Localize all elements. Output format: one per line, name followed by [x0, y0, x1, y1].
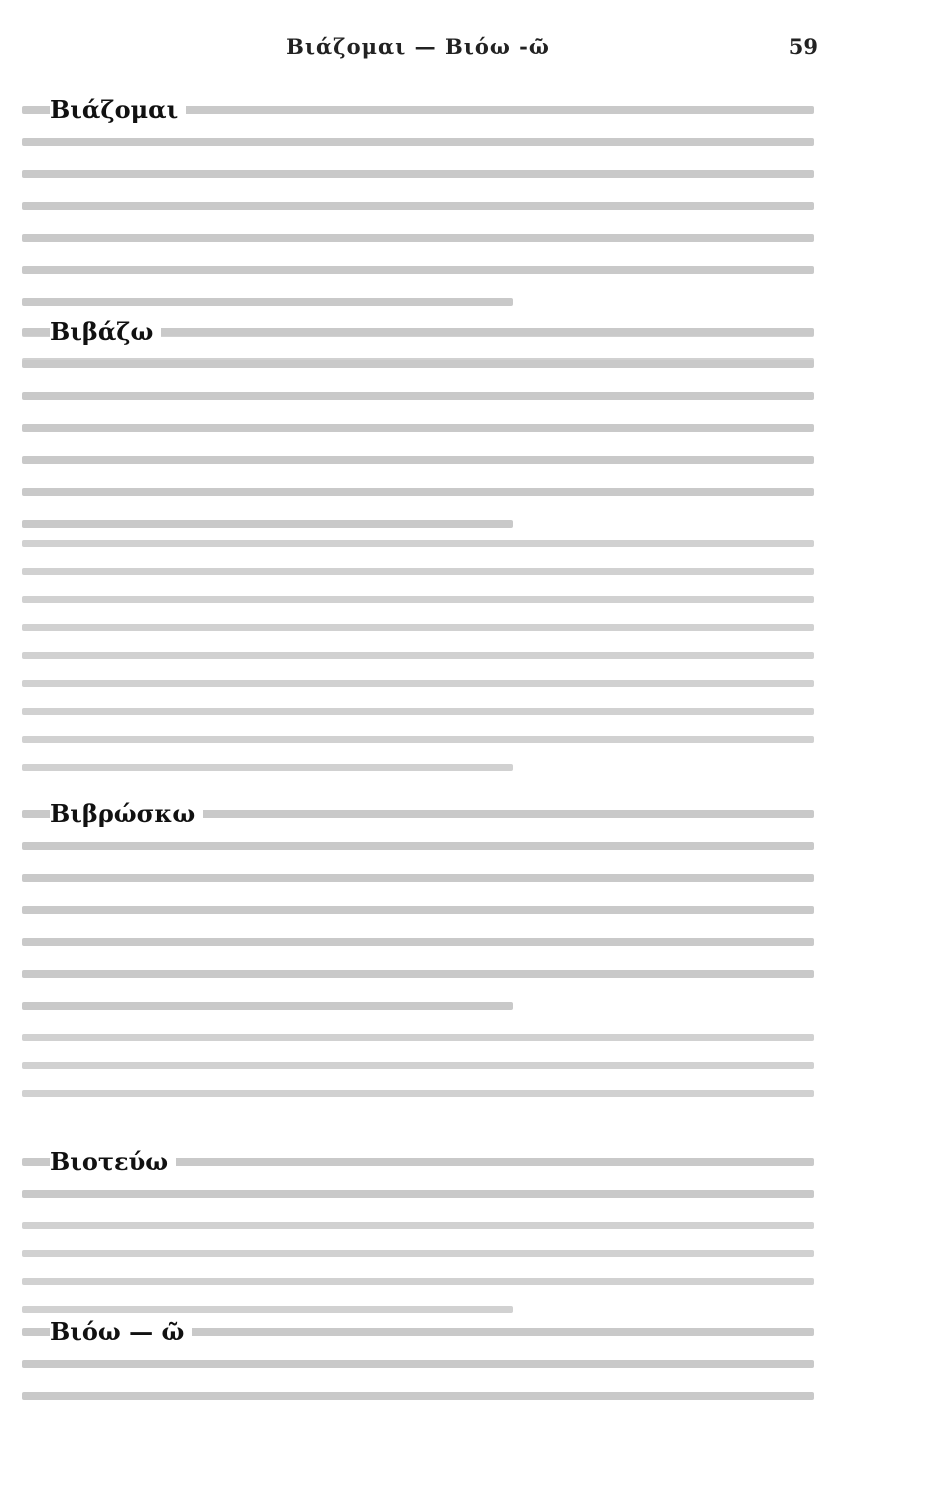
entry-headword: Βιβρώσκω [50, 800, 203, 828]
running-head [0, 34, 936, 64]
entry-body [22, 810, 814, 1118]
entry-bibrosko [22, 800, 814, 1120]
entry-body [22, 1158, 814, 1334]
entry-bibazo [22, 318, 814, 550]
entry-note-block [22, 540, 814, 788]
entry-body [22, 540, 814, 792]
entry-headword: Βιβάζω [50, 318, 161, 346]
entry-bioo [22, 1318, 814, 1428]
entry-headword: Βιόω — ῶ [50, 1318, 192, 1346]
entry-headword: Βιάζομαι [50, 96, 186, 124]
page-number: 59 [788, 34, 818, 59]
entry-headword: Βιοτεύω [50, 1148, 176, 1176]
entry-body [22, 328, 814, 552]
running-title: Βιάζομαι — Βιόω -ῶ [286, 34, 550, 59]
